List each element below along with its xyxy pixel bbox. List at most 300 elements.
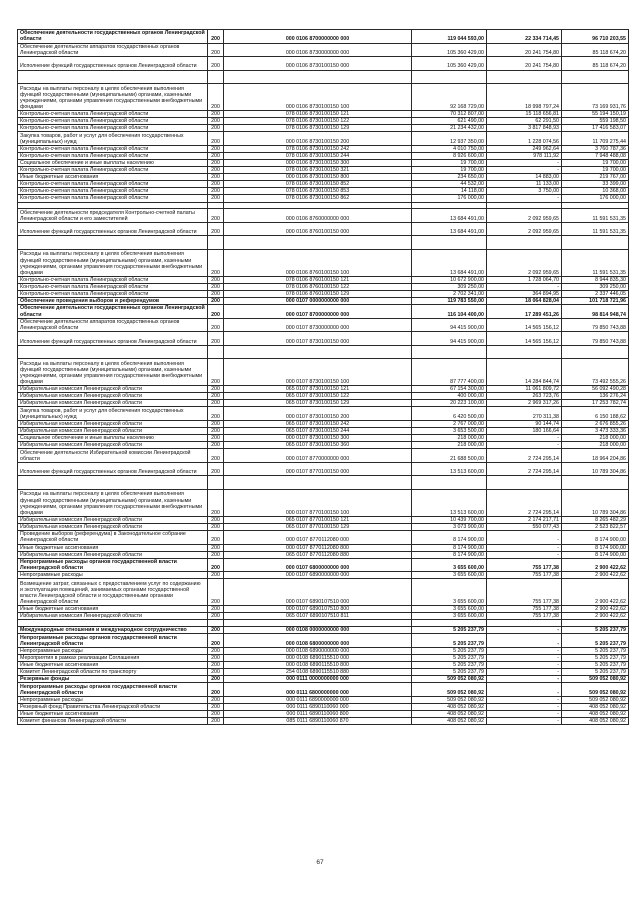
executed-amount-cell: - [487,654,562,661]
approved-amount-cell: 13 684 491,00 [412,209,487,223]
approved-amount-cell: 5 205 237,79 [412,662,487,669]
executed-amount-cell: 550 077,43 [487,523,562,530]
executed-amount-cell: 755 177,38 [487,558,562,572]
approved-amount-cell: 400 000,00 [412,393,487,400]
budget-classification-code-cell [224,202,412,209]
budget-classification-code-cell: 065 0107 8730100150 129 [224,400,412,407]
budget-classification-code-cell: 065 0107 8770112080 880 [224,551,412,558]
unexecuted-amount-cell: 509 052 080,92 [562,696,629,703]
line-code-cell: 200 [208,683,224,697]
line-code-cell [208,70,224,84]
budget-classification-code-cell: 085 0111 6890110060 870 [224,718,412,725]
approved-amount-cell: 408 052 080,92 [412,718,487,725]
expense-name-cell [18,476,208,490]
approved-amount-cell: 12 937 350,00 [412,132,487,146]
line-code-cell: 200 [208,613,224,620]
approved-amount-cell [412,70,487,84]
unexecuted-amount-cell: 176 000,00 [562,195,629,202]
unexecuted-amount-cell [562,70,629,84]
executed-amount-cell: 2 092 959,65 [487,222,562,236]
approved-amount-cell: 3 653 500,00 [412,428,487,435]
executed-amount-cell: 2 724 295,14 [487,462,562,476]
expense-name-cell: Избирательная комиссия Ленинградской области [18,613,208,620]
executed-amount-cell: 18 064 828,04 [487,298,562,305]
unexecuted-amount-cell: 8 265 482,29 [562,516,629,523]
line-code-cell: 200 [208,676,224,683]
line-code-cell: 200 [208,531,224,545]
executed-amount-cell: 364 894,95 [487,290,562,297]
unexecuted-amount-cell: 10 789 304,86 [562,462,629,476]
table-row [18,386,629,393]
line-code-cell: 200 [208,30,224,44]
line-code-cell: 200 [208,305,224,319]
executed-amount-cell: 14 284 844,74 [487,359,562,386]
line-code-cell: 200 [208,249,224,276]
executed-amount-cell: - [487,627,562,634]
executed-amount-cell [487,620,562,627]
line-code-cell: 200 [208,132,224,146]
budget-classification-code-cell: 078 0106 8730100150 121 [224,111,412,118]
table-row [18,332,629,346]
expense-name-cell: Иные бюджетные ассигнования [18,544,208,551]
unexecuted-amount-cell: 408 052 080,92 [562,703,629,710]
approved-amount-cell: 509 052 080,92 [412,683,487,697]
approved-amount-cell [412,202,487,209]
line-code-cell: 200 [208,318,224,332]
line-code-cell [208,620,224,627]
approved-amount-cell: 21 688 500,00 [412,449,487,463]
executed-amount-cell: - [487,696,562,703]
line-code-cell: 200 [208,710,224,717]
budget-classification-code-cell: 000 0107 6890107510 800 [224,606,412,613]
table-row [18,305,629,319]
line-code-cell: 200 [208,195,224,202]
line-code-cell: 200 [208,276,224,283]
approved-amount-cell: 3 655 600,00 [412,579,487,606]
executed-amount-cell: - [487,710,562,717]
executed-amount-cell: 249 962,64 [487,145,562,152]
unexecuted-amount-cell: 218 000,00 [562,435,629,442]
approved-amount-cell: 13 513 600,00 [412,489,487,516]
unexecuted-amount-cell: 79 850 743,88 [562,332,629,346]
budget-classification-code-cell: 000 0106 8730100150 800 [224,174,412,181]
unexecuted-amount-cell: 17 253 782,74 [562,400,629,407]
unexecuted-amount-cell: 5 205 237,79 [562,634,629,648]
approved-amount-cell: 408 052 080,92 [412,703,487,710]
expense-name-cell: Контрольно-счетная палата Ленинградской области [18,290,208,297]
expense-name-cell: Расходы на выплаты персоналу в целях обеспечения выполнения функций государственными (муниципальными) органами, казенными учреждениями, органами управления государственными внебюджетными фондами [18,359,208,386]
executed-amount-cell [487,236,562,250]
unexecuted-amount-cell: 98 814 948,74 [562,305,629,319]
expense-name-cell: Контрольно-счетная палата Ленинградской области [18,118,208,125]
line-code-cell: 200 [208,435,224,442]
line-code-cell: 200 [208,654,224,661]
line-code-cell: 200 [208,420,224,427]
executed-amount-cell [487,202,562,209]
approved-amount-cell: 3 655 600,00 [412,613,487,620]
table-row [18,145,629,152]
line-code-cell: 200 [208,118,224,125]
table-row [18,627,629,634]
budget-classification-code-cell: 065 0107 8770100150 121 [224,516,412,523]
budget-classification-code-cell: 000 0106 8730100150 100 [224,84,412,111]
budget-classification-code-cell: 000 0107 8770112080 000 [224,531,412,545]
budget-classification-code-cell: 000 0107 6890107510 000 [224,579,412,606]
table-row [18,400,629,407]
unexecuted-amount-cell: 85 118 674,20 [562,57,629,71]
approved-amount-cell: 116 104 400,00 [412,305,487,319]
table-row [18,43,629,57]
budget-classification-code-cell: 000 0107 0000000000 000 [224,298,412,305]
budget-classification-code-cell [224,476,412,490]
table-row [18,181,629,188]
budget-classification-code-cell: 254 0108 6890115510 880 [224,669,412,676]
unexecuted-amount-cell: 2 900 422,62 [562,613,629,620]
line-code-cell: 200 [208,544,224,551]
budget-classification-code-cell: 065 0107 8730100150 244 [224,428,412,435]
budget-classification-code-cell: 000 0111 6890110060 800 [224,710,412,717]
table-row [18,676,629,683]
table-row [18,125,629,132]
line-code-cell: 200 [208,152,224,159]
executed-amount-cell: 755 177,38 [487,579,562,606]
unexecuted-amount-cell: 96 710 203,55 [562,30,629,44]
executed-amount-cell: - [487,531,562,545]
line-code-cell: 200 [208,606,224,613]
line-code-cell [208,345,224,359]
expense-name-cell [18,236,208,250]
executed-amount-cell: 15 118 656,81 [487,111,562,118]
table-row [18,298,629,305]
expense-name-cell: Избирательная комиссия Ленинградской области [18,393,208,400]
line-code-cell: 200 [208,84,224,111]
table-row [18,669,629,676]
expense-name-cell: Международные отношения и международное сотрудничество [18,627,208,634]
expense-name-cell: Обеспечение деятельности председателя Контрольно-счетной палаты Ленинградской области и его заместителей [18,209,208,223]
table-row [18,696,629,703]
expense-name-cell: Избирательная комиссия Ленинградской области [18,420,208,427]
approved-amount-cell: 408 052 080,92 [412,710,487,717]
unexecuted-amount-cell: 11 591 531,35 [562,222,629,236]
unexecuted-amount-cell: 11 591 531,35 [562,249,629,276]
executed-amount-cell: 14 883,00 [487,174,562,181]
line-code-cell: 200 [208,489,224,516]
budget-classification-code-cell: 078 0106 8730100150 244 [224,152,412,159]
approved-amount-cell: 176 000,00 [412,195,487,202]
budget-classification-code-cell: 000 0107 8700000000 000 [224,305,412,319]
expense-name-cell: Контрольно-счетная палата Ленинградской области [18,125,208,132]
approved-amount-cell: 218 000,00 [412,435,487,442]
expense-name-cell: Непрограммные расходы органов государственной власти Ленинградской области [18,558,208,572]
table-row [18,544,629,551]
unexecuted-amount-cell [562,620,629,627]
approved-amount-cell: 3 073 900,00 [412,523,487,530]
approved-amount-cell: 5 205 237,79 [412,654,487,661]
unexecuted-amount-cell: 559 198,50 [562,118,629,125]
line-code-cell: 200 [208,516,224,523]
executed-amount-cell: - [487,683,562,697]
line-code-cell: 200 [208,111,224,118]
approved-amount-cell: 8 174 900,00 [412,531,487,545]
unexecuted-amount-cell [562,345,629,359]
budget-classification-code-cell: 000 0111 6890000000 000 [224,696,412,703]
unexecuted-amount-cell: 3 473 333,36 [562,428,629,435]
line-code-cell: 200 [208,669,224,676]
unexecuted-amount-cell: 19 700,00 [562,159,629,166]
approved-amount-cell: 67 154 300,00 [412,386,487,393]
table-row [18,152,629,159]
expense-name-cell: Избирательная комиссия Ленинградской области [18,551,208,558]
table-row [18,393,629,400]
expense-name-cell: Непрограммные расходы [18,647,208,654]
expense-name-cell: Контрольно-счетная палата Ленинградской области [18,276,208,283]
expense-name-cell: Обеспечение деятельности аппаратов государственных органов Ленинградской области [18,43,208,57]
approved-amount-cell: 119 044 593,00 [412,30,487,44]
expense-name-cell: Контрольно-счетная палата Ленинградской области [18,283,208,290]
executed-amount-cell: - [487,662,562,669]
expense-name-cell: Обеспечение деятельности Избирательной комиссии Ленинградской области [18,449,208,463]
budget-classification-code-cell: 078 0106 8730100150 242 [224,145,412,152]
line-code-cell: 200 [208,125,224,132]
expense-name-cell: Избирательная комиссия Ленинградской области [18,442,208,449]
line-code-cell: 200 [208,572,224,579]
expense-name-cell: Мероприятия в рамках реализации Соглашения [18,654,208,661]
table-row [18,703,629,710]
unexecuted-amount-cell [562,236,629,250]
approved-amount-cell: 19 700,00 [412,159,487,166]
expense-name-cell: Контрольно-счетная палата Ленинградской области [18,195,208,202]
table-row [18,531,629,545]
approved-amount-cell: 10 439 700,00 [412,516,487,523]
unexecuted-amount-cell: 101 718 721,96 [562,298,629,305]
line-code-cell: 200 [208,188,224,195]
unexecuted-amount-cell: 19 700,00 [562,167,629,174]
approved-amount-cell: 105 360 429,00 [412,43,487,57]
budget-classification-code-cell: 000 0106 8700000000 000 [224,30,412,44]
approved-amount-cell: 621 490,00 [412,118,487,125]
executed-amount-cell: - [487,435,562,442]
approved-amount-cell: 5 205 237,79 [412,634,487,648]
approved-amount-cell: 70 312 807,00 [412,111,487,118]
unexecuted-amount-cell: 6 150 188,62 [562,407,629,421]
executed-amount-cell: - [487,718,562,725]
budget-classification-code-cell: 000 0107 6800000000 000 [224,558,412,572]
line-code-cell: 200 [208,298,224,305]
line-code-cell: 200 [208,662,224,669]
executed-amount-cell: 90 144,74 [487,420,562,427]
approved-amount-cell: 10 672 900,00 [412,276,487,283]
table-row [18,662,629,669]
expense-name-cell: Избирательная комиссия Ленинградской области [18,386,208,393]
table-row [18,462,629,476]
unexecuted-amount-cell: 2 900 422,62 [562,558,629,572]
line-code-cell: 200 [208,703,224,710]
expense-name-cell [18,620,208,627]
approved-amount-cell: 20 223 100,00 [412,400,487,407]
executed-amount-cell: 1 728 064,70 [487,276,562,283]
table-row [18,202,629,209]
expense-name-cell: Иные бюджетные ассигнования [18,662,208,669]
table-row [18,634,629,648]
line-code-cell: 200 [208,290,224,297]
line-code-cell: 200 [208,222,224,236]
unexecuted-amount-cell: 2 900 422,62 [562,572,629,579]
executed-amount-cell: 20 241 754,80 [487,57,562,71]
approved-amount-cell: 4 010 750,00 [412,145,487,152]
line-code-cell: 200 [208,634,224,648]
unexecuted-amount-cell: 219 767,00 [562,174,629,181]
table-row [18,579,629,606]
line-code-cell: 200 [208,181,224,188]
approved-amount-cell [412,345,487,359]
line-code-cell: 200 [208,400,224,407]
approved-amount-cell: 94 415 900,00 [412,318,487,332]
unexecuted-amount-cell: 2 900 422,62 [562,579,629,606]
budget-classification-code-cell: 078 0106 8760100150 129 [224,290,412,297]
budget-report-page [17,29,628,725]
expense-name-cell: Обеспечение деятельности аппаратов государственных органов Ленинградской области [18,318,208,332]
table-row [18,118,629,125]
unexecuted-amount-cell: 10 789 304,86 [562,489,629,516]
table-row [18,159,629,166]
unexecuted-amount-cell: 2 900 422,62 [562,606,629,613]
line-code-cell: 200 [208,647,224,654]
line-code-cell [208,476,224,490]
expense-name-cell: Обеспечение деятельности государственных органов Ленинградской области [18,30,208,44]
executed-amount-cell: 2 724 295,14 [487,489,562,516]
table-row [18,654,629,661]
unexecuted-amount-cell: 7 948 488,08 [562,152,629,159]
table-row [18,435,629,442]
budget-classification-code-cell [224,345,412,359]
executed-amount-cell: 2 969 317,26 [487,400,562,407]
approved-amount-cell: 5 205 237,79 [412,647,487,654]
executed-amount-cell: 18 998 797,24 [487,84,562,111]
approved-amount-cell: 14 118,00 [412,188,487,195]
budget-classification-code-cell: 065 0107 8730100150 122 [224,393,412,400]
unexecuted-amount-cell: 5 205 237,79 [562,627,629,634]
expense-name-cell: Непрограммные расходы [18,572,208,579]
line-code-cell: 200 [208,159,224,166]
executed-amount-cell: 20 241 754,80 [487,43,562,57]
unexecuted-amount-cell: 11 591 531,35 [562,209,629,223]
executed-amount-cell: 22 334 714,45 [487,30,562,44]
executed-amount-cell: 263 723,76 [487,393,562,400]
unexecuted-amount-cell: 5 205 237,79 [562,669,629,676]
expense-name-cell: Исполнение функций государственных органов Ленинградской области [18,222,208,236]
budget-classification-code-cell: 000 0107 8730100150 200 [224,407,412,421]
executed-amount-cell: 1 228 074,56 [487,132,562,146]
approved-amount-cell: 21 234 432,00 [412,125,487,132]
executed-amount-cell: - [487,676,562,683]
line-code-cell: 200 [208,359,224,386]
budget-classification-code-cell: 000 0106 8730100150 200 [224,132,412,146]
expense-name-cell [18,345,208,359]
approved-amount-cell: 13 684 491,00 [412,222,487,236]
expense-name-cell [18,70,208,84]
table-row [18,222,629,236]
budget-classification-code-cell: 078 0106 8730100150 853 [224,188,412,195]
approved-amount-cell: 218 000,00 [412,442,487,449]
executed-amount-cell: - [487,159,562,166]
line-code-cell: 200 [208,393,224,400]
expense-name-cell: Закупка товаров, работ и услуг для обеспечения государственных (муниципальных) нужд [18,407,208,421]
table-row [18,167,629,174]
line-code-cell: 200 [208,449,224,463]
table-row [18,449,629,463]
table-row [18,209,629,223]
table-row [18,195,629,202]
table-row [18,290,629,297]
expense-name-cell: Расходы на выплаты персоналу в целях обеспечения выполнения функций государственными (муниципальными) органами, казенными учреждениями, органами управления государственными внебюджетными фондами [18,84,208,111]
budget-classification-code-cell: 000 0106 8730000000 000 [224,43,412,57]
approved-amount-cell: 3 655 600,00 [412,606,487,613]
budget-classification-code-cell: 000 0107 8770100150 100 [224,489,412,516]
executed-amount-cell: 2 092 959,65 [487,209,562,223]
unexecuted-amount-cell: 8 174 900,00 [562,551,629,558]
expense-name-cell: Резервный фонд Правительства Ленинградской области [18,703,208,710]
table-row [18,558,629,572]
unexecuted-amount-cell: 8 174 900,00 [562,531,629,545]
budget-classification-code-cell: 000 0108 6890115510 000 [224,654,412,661]
line-code-cell: 200 [208,57,224,71]
expense-name-cell: Контрольно-счетная палата Ленинградской области [18,145,208,152]
expense-name-cell: Проведение выборов (референдума) в Законодательное собрание Ленинградской области [18,531,208,545]
approved-amount-cell: 92 168 729,00 [412,84,487,111]
approved-amount-cell [412,236,487,250]
executed-amount-cell [487,70,562,84]
budget-classification-code-cell: 000 0106 8730100150 300 [224,159,412,166]
table-row [18,249,629,276]
line-code-cell: 200 [208,428,224,435]
table-row [18,683,629,697]
unexecuted-amount-cell: 55 194 150,19 [562,111,629,118]
executed-amount-cell: 180 166,64 [487,428,562,435]
unexecuted-amount-cell: 2 523 822,57 [562,523,629,530]
unexecuted-amount-cell: 509 052 080,92 [562,683,629,697]
executed-amount-cell: - [487,647,562,654]
unexecuted-amount-cell [562,476,629,490]
expense-name-cell: Непрограммные расходы органов государственной власти Ленинградской области [18,683,208,697]
budget-classification-code-cell: 000 0107 8770100150 000 [224,462,412,476]
table-row [18,84,629,111]
expense-name-cell: Контрольно-счетная палата Ленинградской области [18,188,208,195]
table-row [18,476,629,490]
table-row [18,620,629,627]
expense-name-cell: Комитет финансов Ленинградской области [18,718,208,725]
table-row [18,647,629,654]
unexecuted-amount-cell: 85 118 674,20 [562,43,629,57]
unexecuted-amount-cell: 2 676 855,26 [562,420,629,427]
budget-classification-code-cell: 000 0107 8770112080 800 [224,544,412,551]
executed-amount-cell: 11 133,00 [487,181,562,188]
budget-classification-code-cell: 078 0106 8760100150 121 [224,276,412,283]
executed-amount-cell: 755 177,38 [487,613,562,620]
expense-name-cell: Непрограммные расходы органов государственной власти Ленинградской области [18,634,208,648]
approved-amount-cell: 2 767 000,00 [412,420,487,427]
budget-classification-code-cell: 000 0107 8730100150 000 [224,332,412,346]
line-code-cell [208,236,224,250]
table-row [18,174,629,181]
unexecuted-amount-cell: 408 052 080,92 [562,710,629,717]
unexecuted-amount-cell: 408 052 080,92 [562,718,629,725]
budget-classification-code-cell: 000 0107 8730100150 300 [224,435,412,442]
executed-amount-cell: 3 750,00 [487,188,562,195]
table-row [18,516,629,523]
budget-classification-code-cell: 000 0111 6800000000 000 [224,683,412,697]
executed-amount-cell: - [487,669,562,676]
expense-name-cell: Исполнение функций государственных органов Ленинградской области [18,332,208,346]
